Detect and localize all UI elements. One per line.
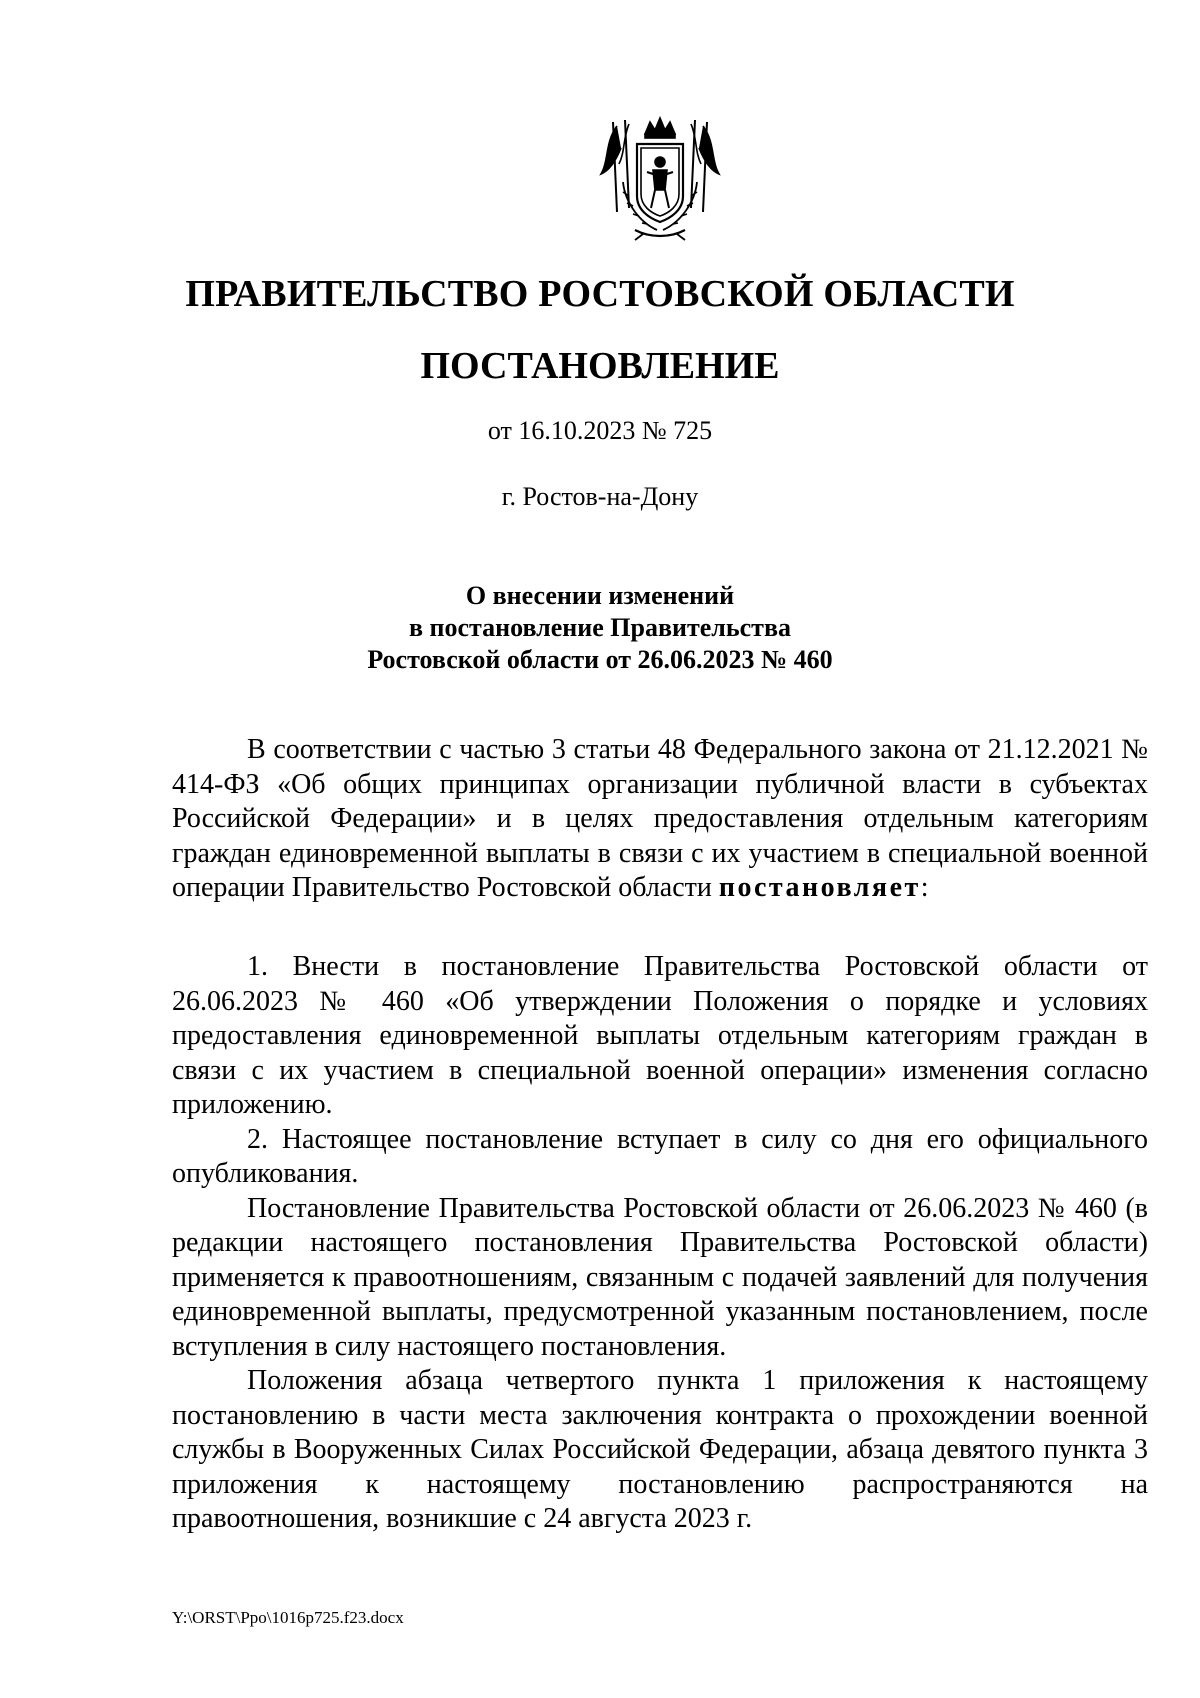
subject-line-2: в постановление Правительства [408, 613, 791, 642]
item-2: 2. Настоящее постановление вступает в силу со дня его официального опубликования. [172, 1123, 1148, 1189]
item-2-paragraph-3: Положения абзаца четвертого пункта 1 приложения к настоящему постановлению в части места заключения контракта о прохождении военной службы в Вооруженных Силах Российской Федерации, абзаца девятого пункта 3 приложения к настоящему постановлению распространяются на правоотношения, возникшие с 24 августа 2023 г. [172, 1365, 1148, 1534]
item-2-paragraph-2: Постановление Правительства Ростовской области от 26.06.2023 № 460 (в редакции настоящего постановления Правительства Ростовской области) применяется к правоотношениям, связанным с подачей заявлений для получения единовременной выплаты, предусмотренной указанным постановлением, после вступления в силу настоящего постановления. [172, 1192, 1148, 1362]
document-subject [0, 580, 1200, 676]
preamble-paragraph [172, 733, 1148, 906]
item-1: 1. Внести в постановление Правительства Ростовской области от 26.06.2023 № 460 «Об утверждении Положения о порядке и условиях предоставления единовременной выплаты отдельным категориям граждан в связи с их участием в специальной военной операции» изменения согласно приложению. [172, 951, 1148, 1120]
subject-line-3: Ростовской области от 26.06.2023 № 460 [367, 645, 833, 674]
resolution-items [172, 950, 1148, 1537]
coat-of-arms-icon [595, 112, 725, 242]
document-city: г. Ростов-на-Дону [501, 482, 699, 511]
document-type-heading: ПОСТАНОВЛЕНИЕ [420, 345, 780, 387]
preamble-end: : [920, 872, 929, 903]
preamble-text: В соответствии с частью 3 статьи 48 Федерального закона от 21.12.2021 № 414-ФЗ «Об общих принципах организации публичной власти в субъектах Российской Федерации» и в целях предоставления отдельным категориям граждан единовременной выплаты в связи с их участием в специальной военной операции Правительство Ростовской области [172, 734, 1148, 903]
subject-line-1: О внесении изменений [465, 581, 735, 610]
document-date-number: от 16.10.2023 № 725 [487, 416, 713, 445]
decree-word: постановляет [718, 872, 921, 903]
footer-file-path: Y:\ORST\Ppo\1016p725.f23.docx [172, 1608, 404, 1627]
organization-title: ПРАВИТЕЛЬСТВО РОСТОВСКОЙ ОБЛАСТИ [185, 273, 1015, 315]
